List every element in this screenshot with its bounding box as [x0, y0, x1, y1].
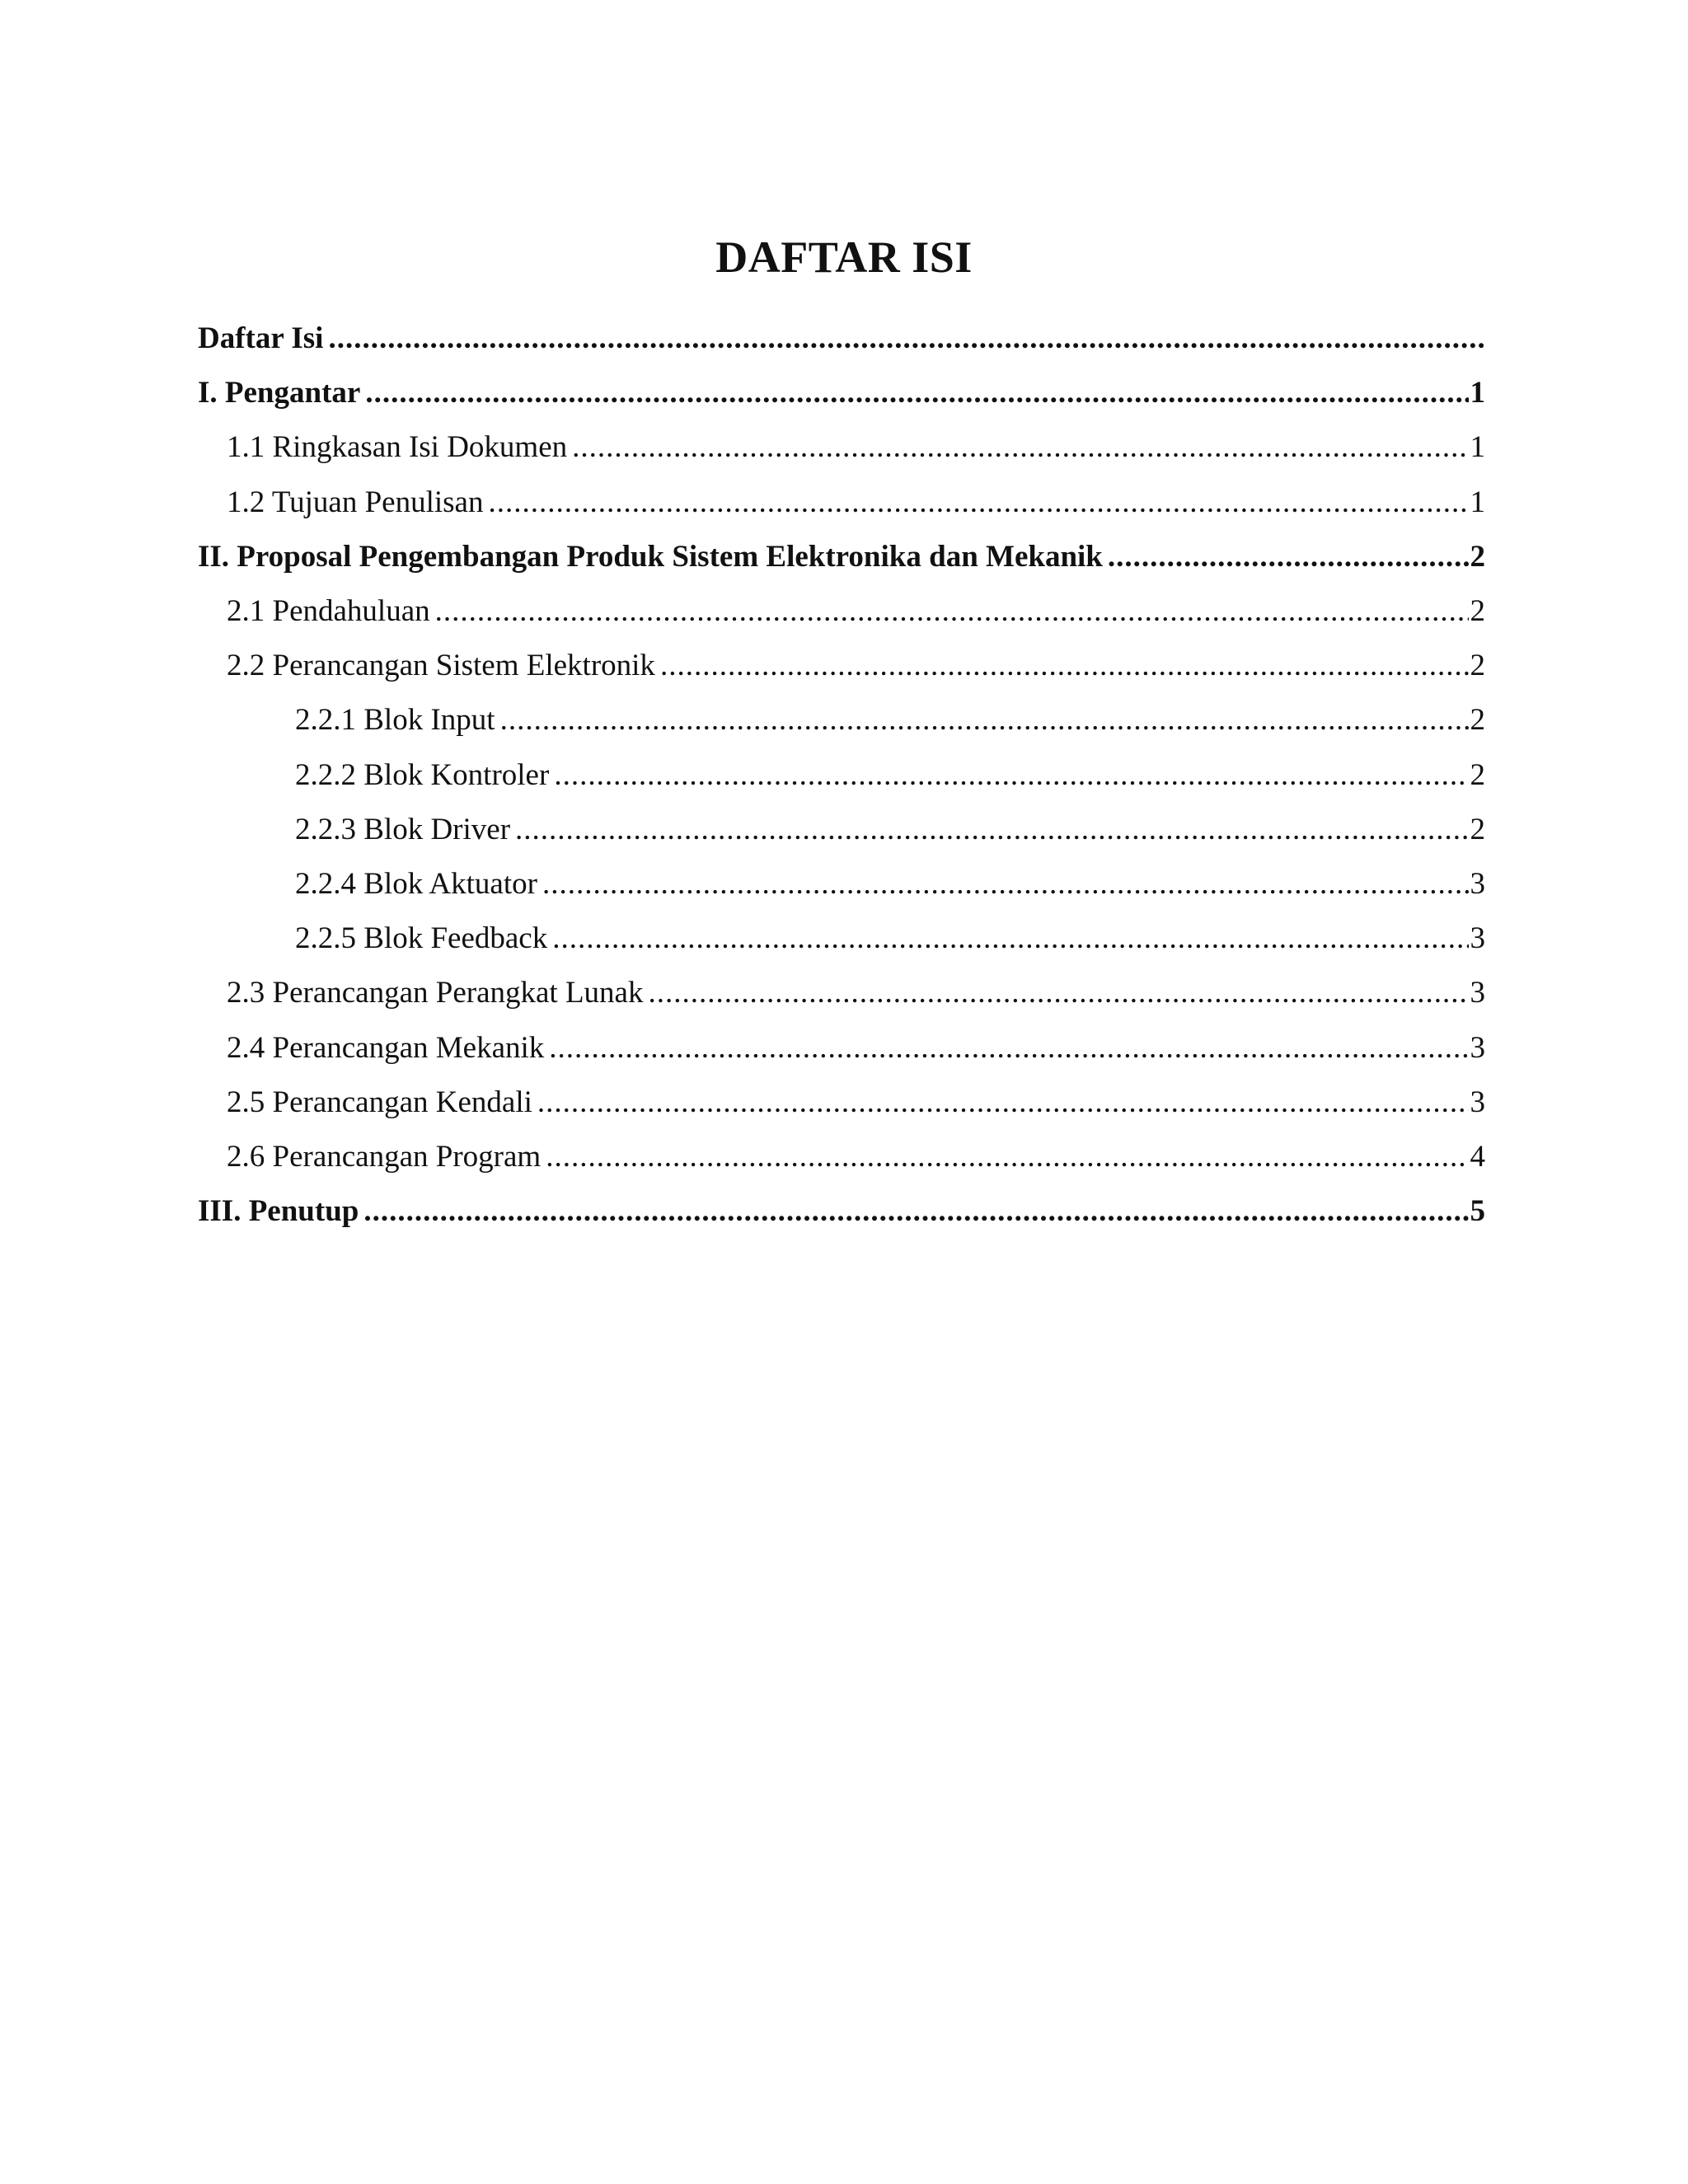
toc-dot-leader [363, 1188, 1468, 1235]
toc-dot-leader [572, 424, 1468, 471]
toc-entry-label: 2.2.5 Blok Feedback [295, 921, 548, 955]
toc-entry[interactable] [0, 1025, 1485, 1071]
toc-entry[interactable] [0, 316, 1485, 362]
toc-entry-label: 1.1 Ringkasan Isi Dokumen [227, 430, 568, 464]
toc-page-number: 4 [1470, 1140, 1485, 1174]
toc-entry-label: 1.2 Tujuan Penulisan [227, 485, 484, 519]
toc-page-number: 2 [1470, 813, 1485, 846]
toc-entry-label: II. Proposal Pengembangan Produk Sistem Elektronika dan Mekanik [198, 540, 1103, 574]
toc-page-number: 3 [1470, 1031, 1485, 1065]
toc-dot-leader [549, 1025, 1468, 1071]
toc-dot-leader [500, 697, 1469, 743]
toc-entry[interactable] [0, 1080, 1485, 1126]
toc-dot-leader [554, 752, 1468, 799]
toc-entry[interactable] [0, 752, 1485, 799]
toc-page-number: 3 [1470, 867, 1485, 901]
toc-entry-label: III. Penutup [198, 1194, 359, 1228]
toc-entry-label: 2.2 Perancangan Sistem Elektronik [227, 649, 655, 682]
toc-dot-leader [365, 370, 1468, 416]
toc-entry-label: 2.4 Perancangan Mekanik [227, 1031, 545, 1065]
page-title: DAFTAR ISI [715, 232, 973, 282]
toc-dot-leader [552, 916, 1468, 962]
toc-entry-label: I. Pengantar [198, 376, 361, 410]
toc-entry-label: 2.2.4 Blok Aktuator [295, 867, 537, 901]
toc-entry[interactable] [0, 370, 1485, 416]
toc-entry-label: 2.5 Perancangan Kendali [227, 1085, 532, 1119]
toc-page-number: 2 [1470, 649, 1485, 682]
toc-page-number: 5 [1470, 1194, 1485, 1228]
toc-page-number: 2 [1470, 594, 1485, 628]
toc-dot-leader [488, 480, 1468, 526]
toc-page-number: 2 [1470, 703, 1485, 737]
toc-dot-leader [660, 643, 1469, 689]
toc-page-number: 2 [1470, 758, 1485, 792]
toc-page-number: 1 [1470, 430, 1485, 464]
toc-entry[interactable] [0, 970, 1485, 1016]
toc-entry[interactable] [0, 534, 1485, 580]
toc-entry-label: 2.6 Perancangan Program [227, 1140, 542, 1174]
toc-entry[interactable] [0, 916, 1485, 962]
toc-dot-leader [542, 861, 1469, 907]
toc-entry-label: 2.3 Perancangan Perangkat Lunak [227, 976, 644, 1010]
toc-page-number: 3 [1470, 1085, 1485, 1119]
toc-page-number: 3 [1470, 921, 1485, 955]
toc-dot-leader [1108, 534, 1469, 580]
toc-entry[interactable] [0, 643, 1485, 689]
toc-dot-leader [546, 1134, 1468, 1180]
toc-dot-leader [537, 1080, 1469, 1126]
toc-entry-label: 2.1 Pendahuluan [227, 594, 430, 628]
toc-dot-leader [435, 588, 1469, 635]
toc-dot-leader [648, 970, 1468, 1016]
toc-entry-label: 2.2.2 Blok Kontroler [295, 758, 550, 792]
toc-page-number: 2 [1470, 540, 1485, 574]
toc-entry[interactable] [0, 861, 1485, 907]
toc-page-number: 1 [1470, 485, 1485, 519]
toc-entry[interactable] [0, 480, 1485, 526]
toc-entry-label: 2.2.3 Blok Driver [295, 813, 511, 846]
toc-entry[interactable] [0, 1134, 1485, 1180]
toc-dot-leader [515, 807, 1468, 853]
toc-entry[interactable] [0, 588, 1485, 635]
toc-entry[interactable] [0, 697, 1485, 743]
toc-page-number: 3 [1470, 976, 1485, 1010]
toc-entry-label: Daftar Isi [198, 321, 324, 355]
toc-entry[interactable] [0, 1188, 1485, 1235]
toc-entry-label: 2.2.1 Blok Input [295, 703, 495, 737]
toc-entry[interactable] [0, 424, 1485, 471]
toc-page-number: 1 [1470, 376, 1485, 410]
toc-entry[interactable] [0, 807, 1485, 853]
toc-dot-leader [328, 316, 1484, 362]
